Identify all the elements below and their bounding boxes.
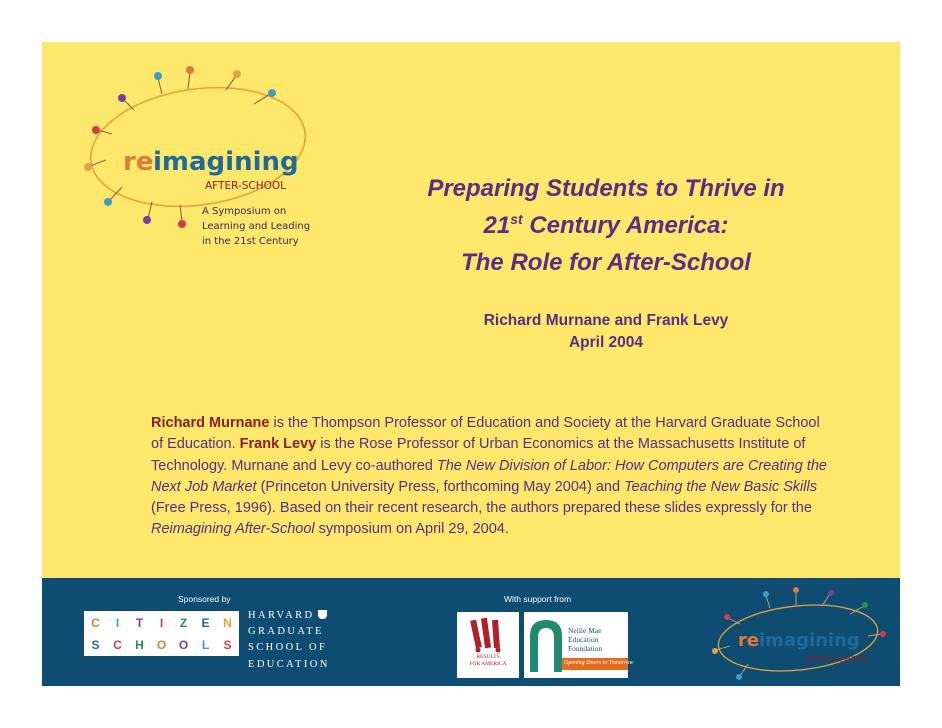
rfa-text [457,654,519,667]
harvard-shield-icon [318,610,327,619]
logo-word-imagining: imagining [153,147,299,177]
rfa-line-1: RESULTS [476,654,500,660]
harvard-gse-logo [248,608,330,673]
cs-letter: I [107,612,128,633]
cs-letter: H [129,634,150,655]
cs-letter: L [195,634,216,655]
small-logo-imagining: imagining [759,630,860,651]
presentation-date: April 2004 [568,334,644,351]
logo-after-school: AFTER-SCHOOL [205,180,287,192]
nm-line-2: Education [568,635,599,644]
author-bio [151,413,831,541]
harvard-line-1: HARVARD [248,610,315,621]
cs-letter: C [107,634,128,655]
nm-line-3: Foundation [568,644,603,653]
small-logo-after-school: AFTER-SCHOOL [806,655,868,664]
results-for-america-logo [457,612,519,678]
nellie-mae-logo [524,612,634,678]
reimagining-logo-small [700,584,896,684]
logo-tagline-3: in the 21st Century [202,236,299,247]
nm-line-1: Nellie Mae [568,626,602,635]
cs-letter: N [217,612,238,633]
harvard-line-4: EDUCATION [248,658,330,670]
cs-letter: O [173,634,194,655]
title-line-3: The Role for After-School [461,249,751,276]
cs-letter: O [151,634,172,655]
author-names: Richard Murnane and Frank Levy [483,312,729,329]
harvard-line-2: GRADUATE [248,626,324,638]
cs-letter: C [85,612,106,633]
bio-murnane: Richard Murnane [151,415,270,431]
nellie-mae-name [568,626,602,653]
title-century: Century America: [522,212,729,239]
title-line-1: Preparing Students to Thrive in [427,175,785,202]
slide-title [396,170,816,281]
reimagining-logo [40,52,360,272]
bio-event: Reimagining After-School [151,521,315,538]
logo-tagline-1: A Symposium on [202,206,287,217]
title-st: st [510,211,523,227]
authors-block [396,310,816,354]
logo-word-re: re [123,147,154,177]
nellie-mae-arch-icon [526,614,566,676]
bio-text-4: (Free Press, 1996). Based on their recent research, the authors prepared these slides expressly for the [151,500,812,517]
cs-letter: Z [173,612,194,633]
title-line-2 [396,207,816,244]
cs-letter: S [85,634,106,655]
harvard-line-3: SCHOOL OF [248,642,328,654]
cs-letter: S [217,634,238,655]
bio-text-2: is the Rose Professor of Urban Economics at the Massachusetts Institute of Technology. Murnane and Levy co-authored [151,436,806,474]
nellie-mae-tagline: Opening Doors to Tomorrow [564,660,634,666]
sponsored-by-label: Sponsored by [178,594,231,604]
sponsor-footer [42,578,900,686]
cs-letter: E [195,612,216,633]
bio-book-2: Teaching the New Basic Skills [624,478,817,495]
bio-book-1: The New Division of Labor: How Computers are Creating the Next Job Market [151,457,827,495]
bio-levy: Frank Levy [239,436,317,453]
title-21: 21 [483,212,511,239]
rfa-mark-icon [457,612,519,654]
bio-text-5: symposium on April 29, 2004. [314,521,509,538]
logo-tagline-2: Learning and Leading [202,221,311,232]
cs-letter: I [151,612,172,633]
bio-text-3: (Princeton University Press, forthcoming May 2004) and [256,478,625,495]
small-logo-re: re [738,630,760,651]
cs-letter: T [129,612,150,633]
bio-text-1: is the Thompson Professor of Education and Society at the Harvard Graduate School of Education. [151,415,820,453]
rfa-line-2: FOR AMERICA [469,660,507,667]
support-from-label: With support from [504,594,572,604]
citizen-schools-logo [84,611,239,656]
